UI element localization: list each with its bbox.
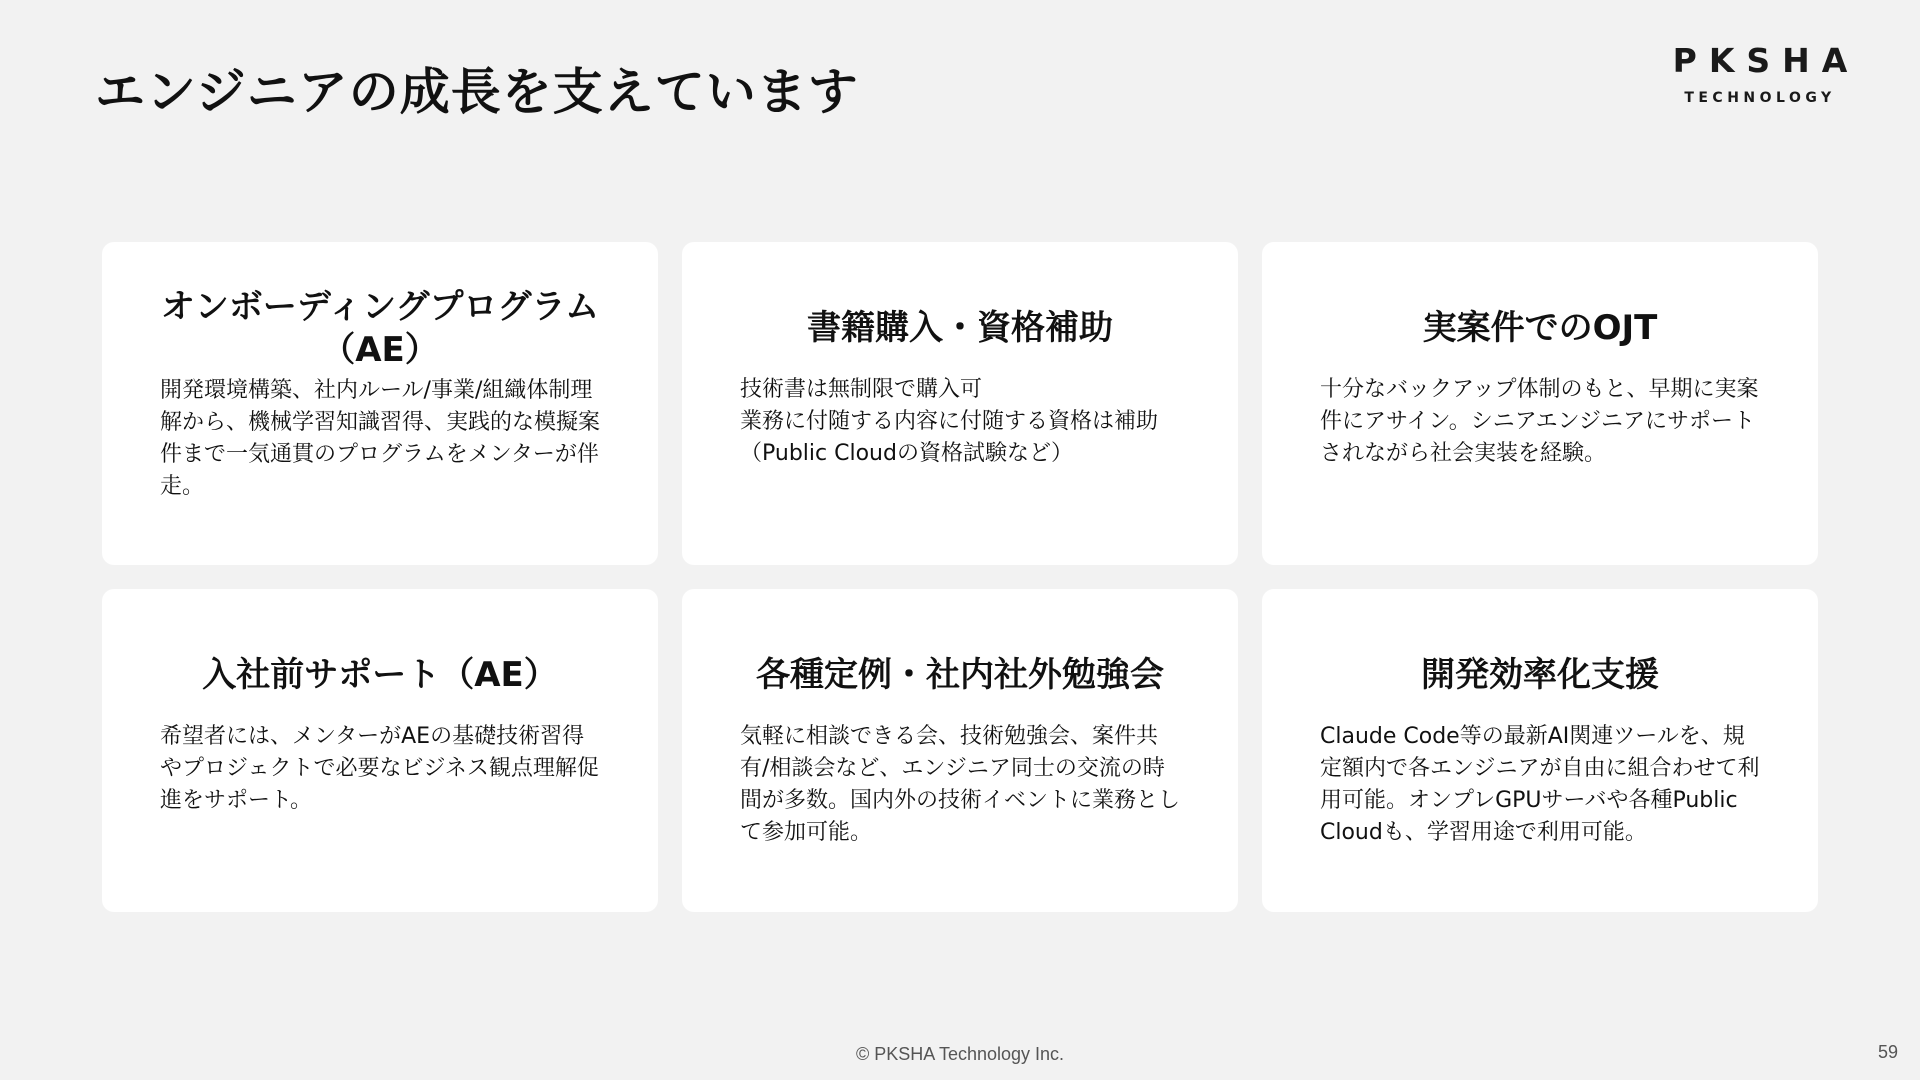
pksha-logo	[1660, 41, 1860, 106]
card-onboarding-program	[102, 242, 658, 565]
card-title: 各種定例・社内社外勉強会	[756, 654, 1164, 695]
card-study-sessions	[682, 589, 1238, 912]
footer-copyright: © PKSHA Technology Inc.	[855, 1044, 1065, 1064]
card-book-certification-support	[682, 242, 1238, 565]
card-pre-joining-support	[102, 589, 658, 912]
card-title: 実案件でのOJT	[1422, 307, 1658, 348]
logo-main-text: PKSHA	[1672, 41, 1860, 80]
card-title: 入社前サポート（AE）	[202, 654, 558, 695]
card-title: 開発効率化支援	[1421, 654, 1659, 695]
logo-sub-text: TECHNOLOGY	[1684, 90, 1836, 106]
card-body: 開発環境構築、社内ルール/事業/組織体制理解から、機械学習知識習得、実践的な模擬案件まで一気通貫のプログラムをメンターが伴走。	[160, 378, 601, 499]
support-card-grid	[102, 242, 1818, 912]
card-body: 希望者には、メンターがAEの基礎技術習得やプロジェクトで必要なビジネス観点理解促進をサポート。	[160, 724, 599, 813]
card-body: 気軽に相談できる会、技術勉強会、案件共有/相談会など、エンジニア同士の交流の時間が多数。国内外の技術イベントに業務として参加可能。	[740, 724, 1181, 845]
card-title: オンボーディングプログラム（AE）	[160, 287, 600, 370]
card-body: 技術書は無制限で購入可 業務に付随する内容に付随する資格は補助（Public Cloudの資格試験など）	[740, 377, 1159, 466]
page-number: 59	[1877, 1042, 1898, 1062]
card-title: 書籍購入・資格補助	[807, 307, 1113, 348]
card-body: Claude Code等の最新AI関連ツールを、規定額内で各エンジニアが自由に組合わせて利用可能。オンプレGPUサーバや各種Public Cloudも、学習用途で利用可能。	[1320, 724, 1760, 845]
slide-title: エンジニアの成長を支えています	[95, 63, 859, 121]
card-dev-efficiency-support	[1262, 589, 1818, 912]
card-ojt	[1262, 242, 1818, 565]
card-body: 十分なバックアップ体制のもと、早期に実案件にアサイン。シニアエンジニアにサポートされながら社会実装を経験。	[1320, 377, 1759, 466]
